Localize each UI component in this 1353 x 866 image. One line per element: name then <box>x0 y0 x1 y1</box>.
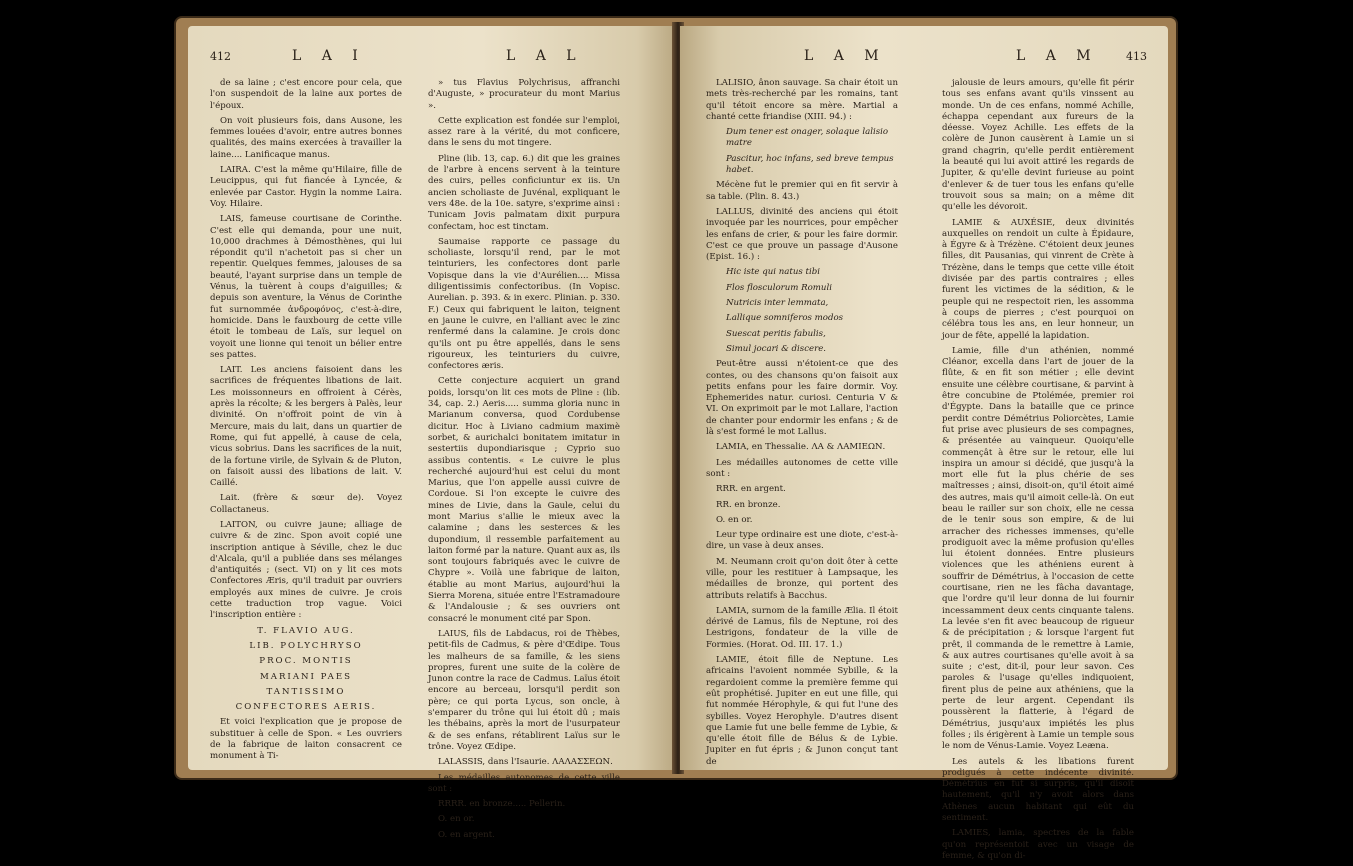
paragraph: O. en or. <box>716 514 753 525</box>
paragraph: Les médailles autonomes de cette ville sont : <box>706 457 898 479</box>
right-page <box>680 26 1168 861</box>
paragraph: » tus Flavius Polychrisus, affranchi d'Auguste, » procurateur du mont Marius ». <box>428 78 620 111</box>
left-header-b: L A L <box>506 48 584 64</box>
paragraph: jalousie de leurs amours, qu'elle fit périr tous ses enfans avant qu'ils vinssent au monde. Un de ces enfans, nommé Achille, échappa cependant aux fureurs de la déesse. Voyez Achille. Les effets de la colère de Junon causèrent à Lamie un si grand chagrin, qu'elle perdit entièrement la beauté qui lui avoit attiré les regards de Jupiter, & qu'elle devint furieuse au point d'enlever & de tuer tous les enfans qu'elle trouvoit sous sa main; on a même dit qu'elle les dévoroit. <box>942 78 1134 213</box>
paragraph: O. en or. <box>438 814 475 825</box>
left-header-a: L A I <box>292 48 366 64</box>
paragraph: RRR. en argent. <box>716 484 786 495</box>
left-page <box>188 26 676 840</box>
paragraph: Simul jocari & discere. <box>726 343 827 354</box>
paragraph: Saumaise rapporte ce passage du scholiaste, lorsqu'il rend, par le mot teinturiers, les confectores dont parle Vopisque dans la vie d'Aurélien.... Missa diligentissimis confectoribus. (In Vopisc. Aurelian. p. 393. & in exerc. Plinian. p. 330. F.) Ceux qui fabriquent le laiton, teignent en jaune le cuivre, en l'alliant avec le zinc renfermé dans la calamine. Je crois donc qu'ils ont pu être appellés, dans le sens rigoureux, les teinturiers du cuivre, confectores æris. <box>428 236 620 372</box>
paragraph: LALASSIS, dans l'Isaurie. ΛΑΛΑΣΣΕΩΝ. <box>438 757 613 768</box>
paragraph: O. en argent. <box>438 829 495 840</box>
paragraph: TANTISSIMO <box>266 686 346 697</box>
paragraph: LAIT. Les anciens faisoient dans les sacrifices de fréquentes libations de lait. Les moissonneurs en offroient à Cérès, après la récolte; & les bergers à Palès, leur divinité. On n'offroit point de vin à Mercure, mais du lait, dans un quartier de Rome, qui fut appellé, à cause de cela, vicus sobrius. Dans les sacrifices de la nuit, de la fortune virile, de Sylvain & de Pluton, on faisoit aussi des libations de lait. V. Caillé. <box>210 365 402 489</box>
paragraph: Peut-être aussi n'étoient-ce que des contes, ou des chansons qu'on faisoit aux petits enfans pour les faire dormir. Voy. Ephemerides natur. curiosi. Centuria V & VI. On exprimoit par le mot Lallare, l'action de chanter pour endormir les enfans ; & de là s'est formé le mot Lallus. <box>706 359 898 438</box>
paragraph: On voit plusieurs fois, dans Ausone, les femmes louées d'avoir, entre autres bonnes qualités, des mains exercées à travailler la laine.... Lanificaque manus. <box>210 115 402 160</box>
left-column-2 <box>428 78 620 845</box>
paragraph: LAITON, ou cuivre jaune; alliage de cuivre & de zinc. Spon avoit copié une inscription antique à Séville, chez le duc d'Alcala, qu'il a publiée dans ses mélanges d'antiquités ; (sect. VI) on y lit ces mots Confectores Æris, qu'il traduit par ouvriers employés aux mines de cuivre. Je crois cette traduction trop vague. Voici l'inscription entière : <box>210 519 402 621</box>
paragraph: LAMIA, en Thessalie. ΛΑ & ΛΑΜΙΕΩΝ. <box>716 442 886 453</box>
left-page-number: 412 <box>210 50 231 63</box>
paragraph: Les médailles autonomes de cette ville sont : <box>428 772 620 794</box>
open-book <box>176 18 1176 861</box>
paragraph: T. FLAVIO AUG. <box>257 625 355 636</box>
paragraph: LAIS, fameuse courtisane de Corinthe. C'est elle qui demanda, pour une nuit, 10,000 drachmes à Démosthènes, qui lui répondit qu'il n'achetoit pas si cher un repentir. Quelques femmes, jalouses de sa beauté, l'ayant surprise dans un temple de Vénus, la tuèrent à coups d'aiguilles; & depuis son aventure, la Vénus de Corinthe fut surnommée ἀνδροφόνος, c'est-à-dire, homicide. Dans le fauxbourg de cette ville étoit le tombeau de Laïs, sur lequel on voyoit une lionne qui tenoit un bélier entre ses pattes. <box>210 214 402 360</box>
paragraph: CONFECTORES AERIS. <box>235 702 377 713</box>
paragraph: LAIRA. C'est la même qu'Hilaire, fille de Leucippus, qui fut fiancée à Lyncée, & enlevée par Castor. Hygin la nomme Laira. Voy. Hilaire. <box>210 165 402 209</box>
paragraph: Mécène fut le premier qui en fit servir à sa table. (Plin. 8. 43.) <box>706 180 898 202</box>
right-column-1 <box>706 78 898 772</box>
left-column-1 <box>210 78 402 767</box>
paragraph: LALLUS, divinité des anciens qui étoit invoquée par les nourrices, pour empêcher les enfans de crier, & pour les faire dormir. C'est ce que prouve un passage d'Ausone (Epist. 16.) : <box>706 206 898 263</box>
paragraph: LIB. POLYCHRYSO <box>249 640 363 651</box>
paragraph: MARIANI PAES <box>259 671 353 682</box>
paragraph: Hic iste qui natus tibi <box>726 267 820 278</box>
paragraph: Flos flosculorum Romuli <box>726 282 832 293</box>
paragraph: Pascitur, hoc infans, sed breve tempus habet. <box>726 153 894 176</box>
right-column-2 <box>942 78 1134 866</box>
paragraph: Nutricis inter lemmata, <box>726 298 829 309</box>
paragraph: RRRR. en bronze..... Pellerin. <box>438 799 566 810</box>
paragraph: Leur type ordinaire est une diote, c'est-à-dire, un vase à deux anses. <box>706 530 898 552</box>
paragraph: Cette conjecture acquiert un grand poids, lorsqu'on lit ces mots de Pline : (lib. 34, cap. 2.) Aeris..... summa gloria nunc in Marianum conversa, quod Cordubense dicitur. Hoc à Liviano cadmium maximè sorbet, & aurichalci bonitatem imitatur in sestertiis dupondiarisque ; Cyprio suo assibus contentis. « Le cuivre le plus recherché aujourd'hui est celui du mont Marius, que l'on appelle aussi cuivre de Cordoue. Si l'on excepte le cuivre des mines de Livie, dans la Gaule, celui du mont Marius s'allie le mieux avec la calamine ; dans les sesterces & les dupondium, il ressemble parfaitement au laiton formé par la nature. Quant aux as, ils sont toujours fabriqués avec le cuivre de Chypre ». Voilà une fabrique de laiton, établie au mont Marius, aujourd'hui la Sierra Morena, située entre l'Estramadoure & l'Andalousie ; & ses ouvriers ont consacré le monument cité par Spon. <box>428 376 620 624</box>
paragraph: de sa laine ; c'est encore pour cela, que l'on suspendoit de la laine aux portes de l'époux. <box>210 78 402 111</box>
paragraph: LALISIO, ânon sauvage. Sa chair étoit un mets très-recherché par les romains, tant qu'il tétoit encore sa mère. Martial a chanté cette friandise (XIII. 94.) : <box>706 78 898 122</box>
right-header-a: L A M <box>804 48 887 64</box>
paragraph: PROC. MONTIS <box>259 656 353 667</box>
paragraph: LAMIE, étoit fille de Neptune. Les africains l'avoient nommée Sybille, & la regardoient comme la première femme qui eût prophétisé. Jupiter en eut une fille, qui fut nommée Hérophyle, & qui fut l'une des sybilles. Voyez Herophyle. D'autres disent que Lamie fut une belle femme de Lybie, & qu'elle étoit fille de Bélus & de Lybie. Jupiter en fut épris ; & Junon conçut tant de <box>706 655 898 767</box>
paragraph: LAMIES, lamia, spectres de la fable qu'on représentoit avec un visage de femme, & qu'on di- <box>942 828 1134 861</box>
paragraph: Lait. (frère & sœur de). Voyez Collactaneus. <box>210 493 402 515</box>
paragraph: Les autels & les libations furent prodigués à cette indécente divinité. Démétrius en fut si surpris, qu'il disoit hautement, qu'il n'y avoit alors dans Athènes aucun habitant qui eût du sentiment. <box>942 756 1134 823</box>
right-header-b: L A M <box>1016 48 1099 64</box>
paragraph: LAMIE & AUXÉSIE, deux divinités auxquelles on rendoit un culte à Épidaure, à Égyre & à Trézène. C'étoient deux jeunes filles, dit Pausanias, qui vinrent de Crète à Trézène, dans le temps que cette ville étoit divisée par des partis contraires ; elles furent les victimes de la sédition, & le peuple qui ne respectoit rien, les assomma à coups de pierres ; c'est pourquoi on célébra tous les ans, en leur honneur, un jour de fête, appellé la lapidation. <box>942 217 1134 341</box>
paragraph: Cette explication est fondée sur l'emploi, assez rare à la vérité, du mot conficere, dans le sens du mot tingere. <box>428 115 620 149</box>
paragraph: RR. en bronze. <box>716 499 781 510</box>
paragraph: Suescat peritis fabulis, <box>726 328 826 339</box>
paragraph: Dum tener est onager, solaque lalisio matre <box>726 127 889 149</box>
right-page-number: 413 <box>1126 50 1147 63</box>
paragraph: Pline (lib. 13, cap. 6.) dit que les graines de l'arbre à encens servent à la teinture des cuirs, pelles conficiuntur ex iis. Un ancien scholiaste de Juvénal, expliquant le vers 48e. de la 10e. satyre, s'exprime ainsi : Tunicam Jovis palmatam dixit purpura confectam, hoc est tinctam. <box>428 153 620 232</box>
paragraph: LAIUS, fils de Labdacus, roi de Thèbes, petit-fils de Cadmus, & père d'Œdipe. Tous les malheurs de sa famille, & les siens propres, furent une suite de la colère de Junon contre la race de Cadmus. Laïus étoit encore au berceau, lorsqu'il perdit son père; ce qui porta Lycus, son oncle, à s'emparer du trône qui lui étoit dû ; mais les thébains, après la mort de l'usurpateur & de ses enfans, rétablirent Laïus sur le trône. Voyez Œdipe. <box>428 628 620 752</box>
paragraph: M. Neumann croit qu'on doit ôter à cette ville, pour les restituer à Lampsaque, les médailles de bronze, qui portent des attributs relatifs à Bacchus. <box>706 556 898 601</box>
paragraph: Lamie, fille d'un athénien, nommé Cléanor, excella dans l'art de jouer de la flûte, & en fit son métier ; elle devint ensuite une célèbre courtisane, & parvint à être concubine de Ptolémée, premier roi d'Égypte. Dans la bataille que ce prince perdit contre Démétrius Poliorcètes, Lamie fut prise avec plusieurs de ses compagnes, & présentée au vainqueur. Quoiqu'elle commençât à être sur le retour, elle lui inspira un amour si décidé, que jusqu'à la mort elle fut la plus chérie de ses maîtresses ; ainsi, disoit-on, qu'il étoit aimé des autres, mais qu'il aimoit celle-là. On eut beau le railler sur son choix, elle ne cessa de le tenir sous son empire, & de lui arracher des richesses immenses, qu'elle prodiguoit avec la même profusion qu'elles lui étoient données. Entre plusieurs violences que les athéniens eurent à souffrir de Démétrius, à l'occasion de cette courtisane, rien ne les fâcha davantage, que l'ordre qu'il leur donna de lui fournir incessamment deux cents cinquante talens. La levée s'en fit avec beaucoup de rigueur & de précipitation ; & lorsque l'argent fut prêt, il commanda de le remettre à Lamie, & aux autres courtisanes qu'elle avoit à sa suite ; c'est, dit-il, pour leur savon. Ces paroles & l'usage qu'elles indiquoient, firent plus de peine aux athéniens, que la perte de leur argent. Cependant ils poussèrent la flatterie, à l'égard de Démétrius, jusqu'aux impiétés les plus folles ; ils érigèrent à Lamie un temple sous le nom de Vénus-Lamie. Voyez Leæna. <box>942 345 1134 752</box>
paragraph: LAMIA, surnom de la famille Ælia. Il étoit dérivé de Lamus, fils de Neptune, roi des Lestrigons, fondateur de la ville de Formies. (Horat. Od. III. 17. 1.) <box>706 605 898 650</box>
paragraph: Et voici l'explication que je propose de substituer à celle de Spon. « Les ouvriers de la fabrique de laiton consacrent ce monument à Ti- <box>210 717 402 762</box>
paragraph: Lallique somniferos modos <box>726 313 844 324</box>
